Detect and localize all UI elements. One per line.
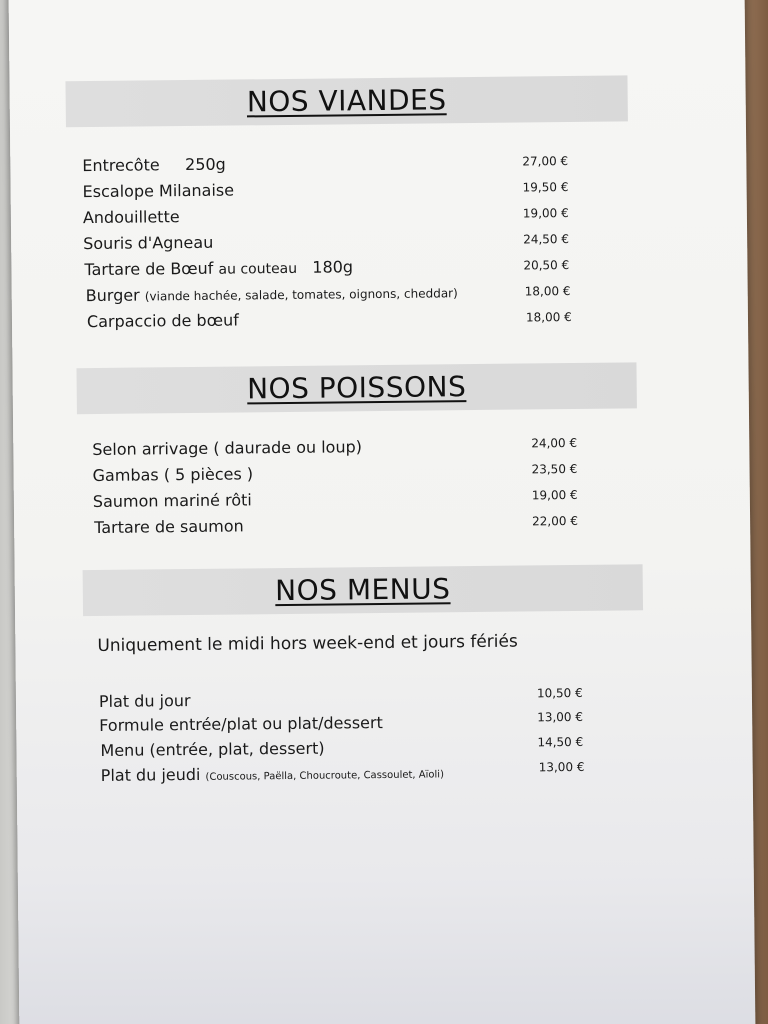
menu-price-formule: 13,00 € bbox=[537, 709, 584, 725]
item-detail: (Couscous, Paëlla, Choucroute, Cassoulet, Aïoli) bbox=[205, 769, 445, 783]
section-title-poissons: NOS POISSONS bbox=[246, 370, 467, 406]
item-detail: (viande hachée, salade, tomates, oignons, cheddar) bbox=[144, 286, 458, 304]
menu-page bbox=[9, 0, 756, 1024]
menu-price-andouillette: 19,00 € bbox=[522, 206, 569, 221]
menu-price-burger: 18,00 € bbox=[524, 284, 571, 299]
menu-item-menu-complet: Menu (entrée, plat, dessert) bbox=[100, 738, 325, 760]
menu-item-burger bbox=[86, 282, 458, 307]
menu-item-tartare-saumon: Tartare de saumon bbox=[94, 516, 244, 538]
menus-availability-note: Uniquement le midi hors week-end et jours fériés bbox=[97, 631, 518, 656]
menu-item-entrecote: Entrecôte 250g bbox=[82, 154, 226, 176]
section-header-viandes bbox=[65, 75, 627, 127]
menu-price-menu-complet: 14,50 € bbox=[537, 734, 584, 750]
menu-price-selon-arrivage: 24,00 € bbox=[531, 435, 578, 451]
menu-item-escalope: Escalope Milanaise bbox=[82, 180, 235, 202]
menu-price-souris-agneau: 24,50 € bbox=[523, 232, 570, 247]
menu-item-souris-agneau: Souris d'Agneau bbox=[83, 232, 214, 254]
menu-item-carpaccio: Carpaccio de bœuf bbox=[86, 310, 239, 332]
item-name: Tartare de Bœuf bbox=[84, 258, 214, 280]
menu-price-gambas: 23,50 € bbox=[531, 461, 578, 477]
section-header-poissons bbox=[76, 362, 636, 414]
menu-price-tartare-saumon: 22,00 € bbox=[532, 513, 578, 529]
menu-item-selon-arrivage: Selon arrivage ( daurade ou loup) bbox=[92, 437, 363, 460]
item-name: Plat du jeudi bbox=[100, 764, 201, 785]
item-weight: 180g bbox=[312, 257, 354, 277]
menu-item-plat-du-jour: Plat du jour bbox=[98, 691, 191, 711]
menu-item-saumon-marine: Saumon mariné rôti bbox=[92, 490, 252, 512]
menu-item-plat-du-jeudi bbox=[101, 762, 444, 789]
menu-price-carpaccio: 18,00 € bbox=[525, 310, 572, 325]
menu-item-formule: Formule entrée/plat ou plat/dessert bbox=[99, 713, 383, 735]
menu-price-entrecote: 27,00 € bbox=[522, 154, 569, 169]
section-title-menus: NOS MENUS bbox=[275, 572, 451, 608]
menu-item-gambas: Gambas ( 5 pièces ) bbox=[92, 464, 254, 486]
menu-price-tartare-boeuf: 20,50 € bbox=[523, 258, 570, 273]
item-detail: au couteau bbox=[218, 260, 298, 278]
menu-price-plat-du-jeudi: 13,00 € bbox=[538, 759, 585, 775]
menu-item-andouillette: Andouillette bbox=[82, 207, 180, 228]
menu-price-escalope: 19,50 € bbox=[522, 180, 569, 195]
section-header-menus bbox=[83, 564, 643, 616]
menu-item-tartare-boeuf bbox=[84, 257, 353, 281]
section-title-viandes: NOS VIANDES bbox=[246, 83, 447, 119]
item-name: Burger bbox=[85, 285, 140, 306]
menu-price-plat-du-jour: 10,50 € bbox=[536, 685, 583, 701]
menu-price-saumon-marine: 19,00 € bbox=[531, 487, 578, 503]
